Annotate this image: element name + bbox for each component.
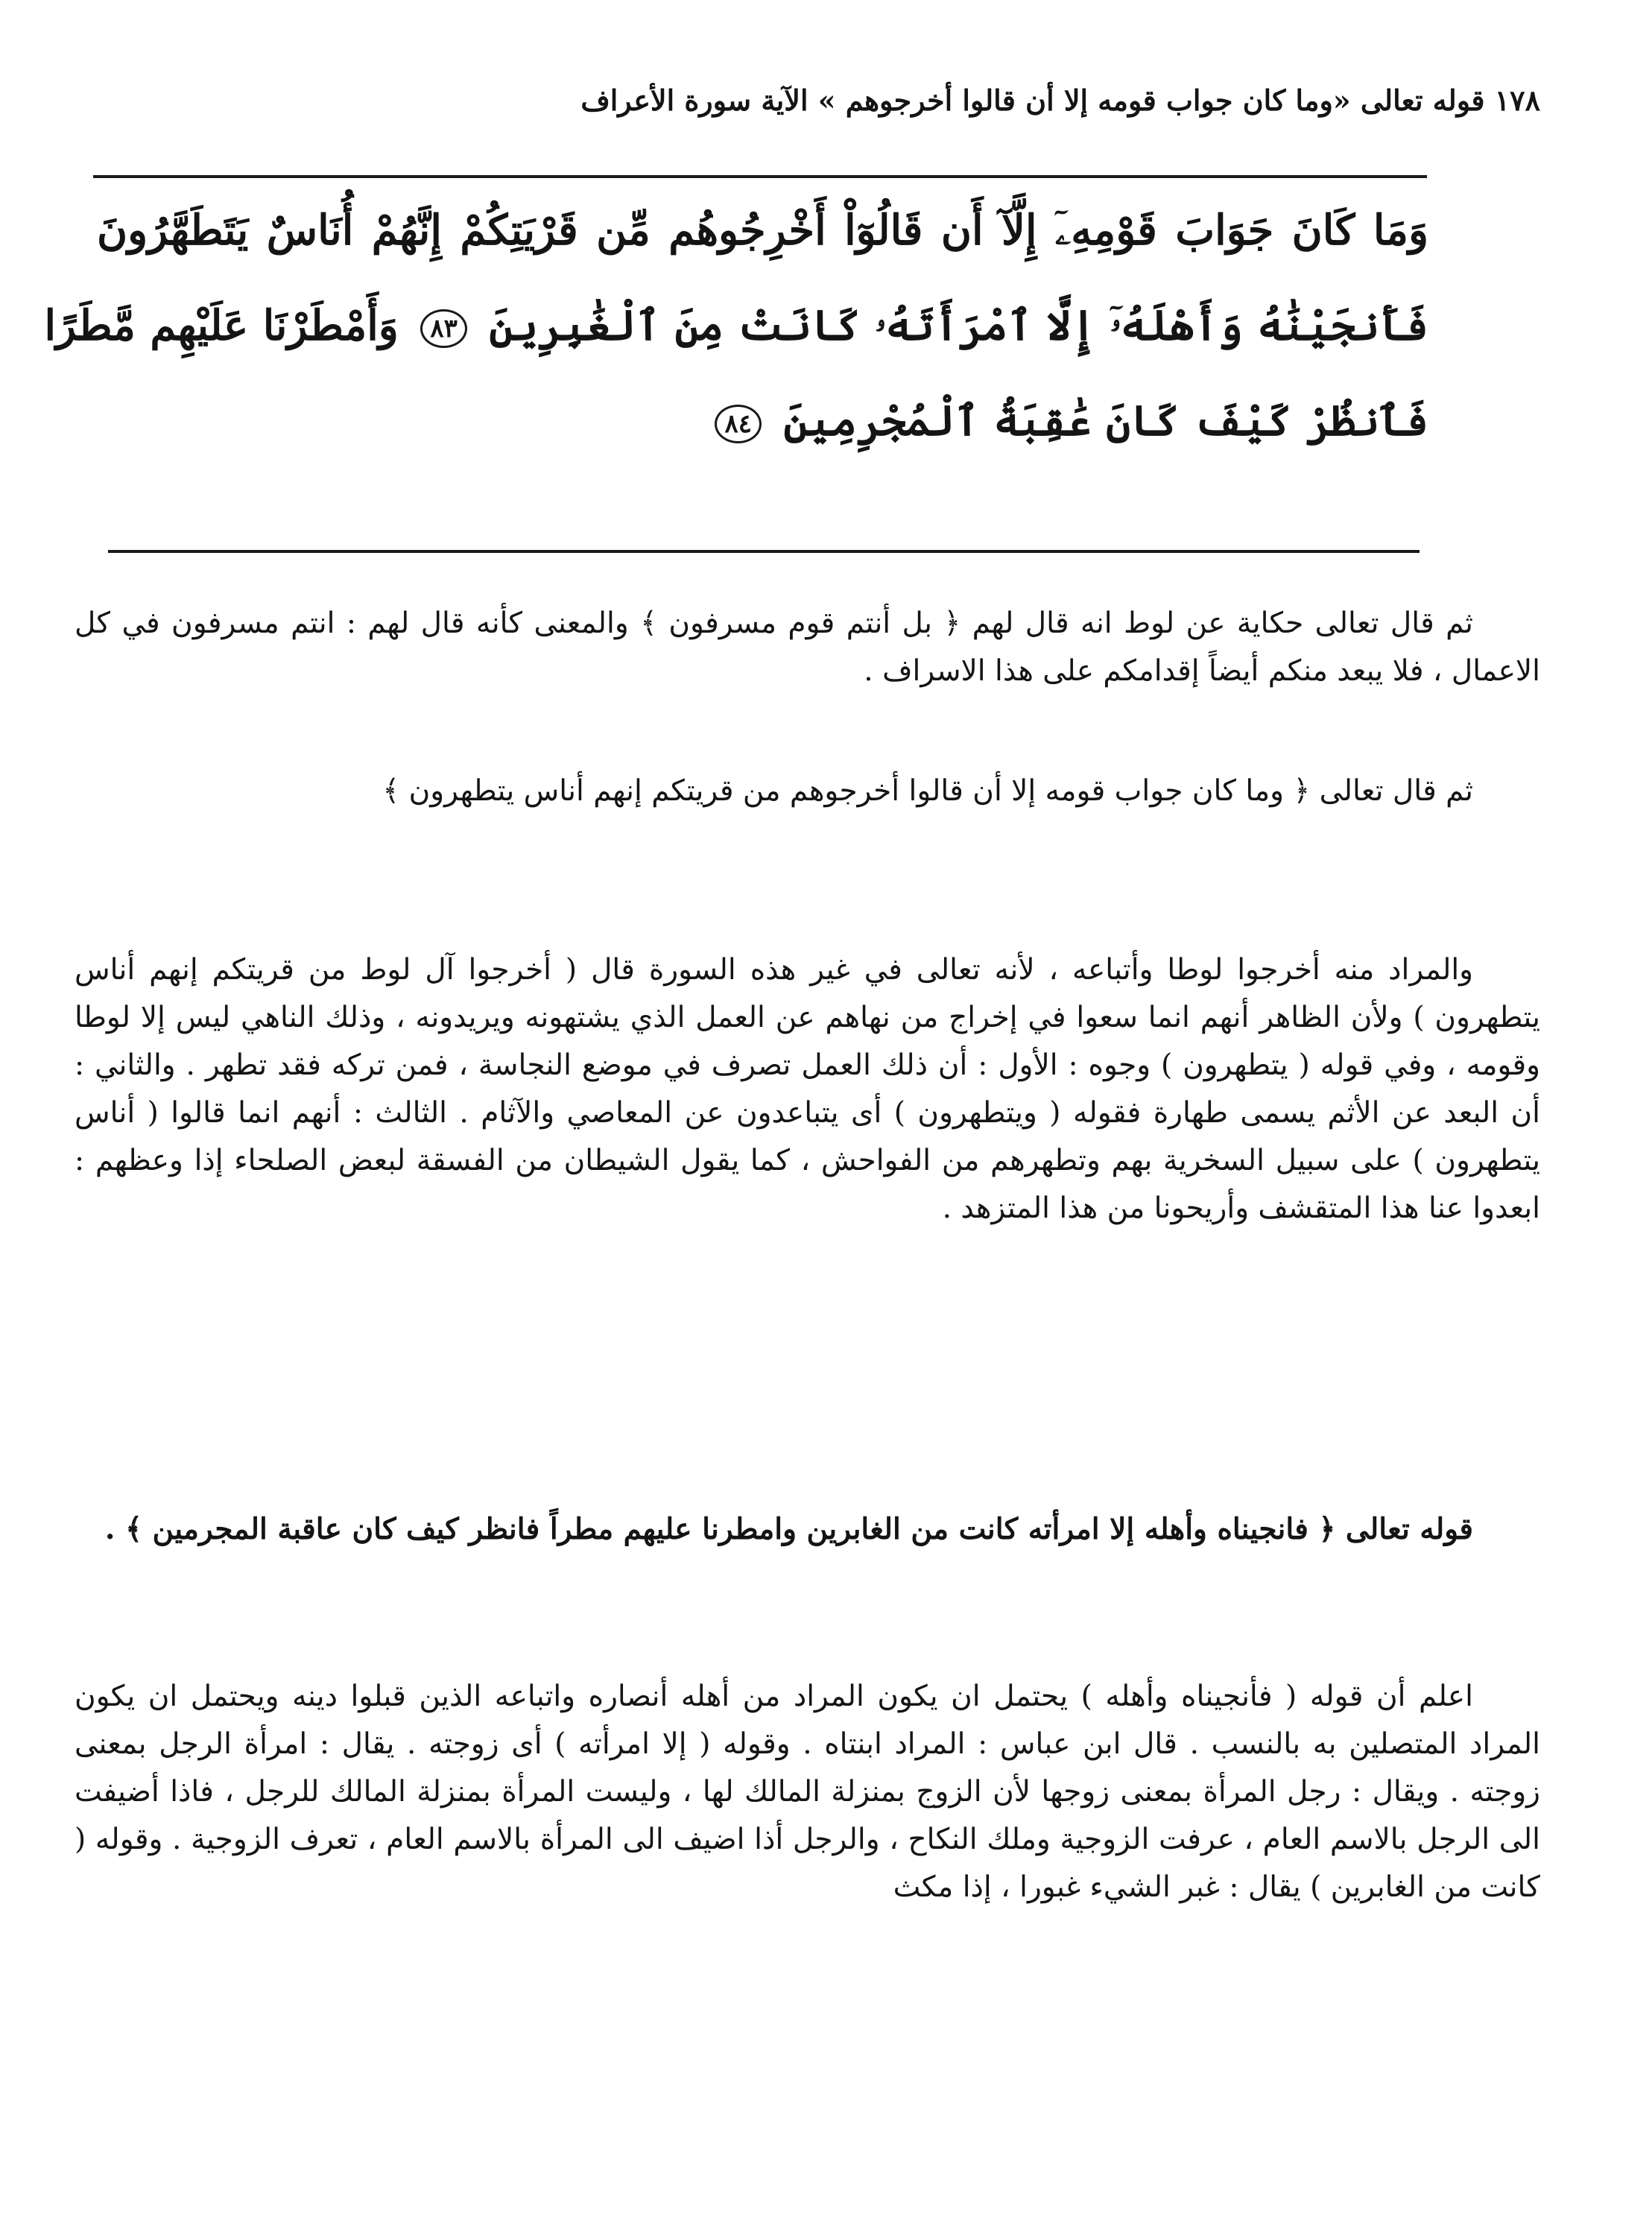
verse-text: فَٱنظُرْ كَيْفَ كَانَ عَٰقِبَةُ ٱلْمُجْرِمِينَ [783,396,1428,446]
verse-line-1: وَمَا كَانَ جَوَابَ قَوْمِهِۦٓ إِلَّآ أَن قَالُوٓاْ أَخْرِجُوهُم مِّن قَرْيَتِكُمْ إِنَّهُمْ أُنَاسٌ يَتَطَهَّرُونَ [97,206,1428,255]
verse-line-3 [97,373,1428,469]
verse-text: وَأَمْطَرْنَا عَلَيْهِم مَّطَرًا [44,301,399,350]
paragraph-text: ثم قال تعالى حكاية عن لوط انه قال لهم ﴿ بل أنتم قوم مسرفون ﴾ والمعنى كأنه قال لهم : انتم مسرفون في كل الاعمال ، فلا يبعد منكم أيضاً إقدامكم على هذا الاسراف . [75,607,1540,688]
quran-verse-block [44,183,1428,469]
top-divider [93,175,1427,178]
paragraph-text: اعلم أن قوله ( فأنجيناه وأهله ) يحتمل ان يكون المراد من أهله أنصاره واتباعه الذين قبلوا دينه ويحتمل ان يكون المراد المتصلين به بالنسب . قال ابن عباس : المراد ابنتاه . وقوله ( إلا امرأته ) أى زوجته . يقال : امرأة الرجل بمعنى زوجته . ويقال : رجل المرأة بمعنى زوجها لأن الزوج بمنزلة المالك لها ، وليست المرأة بمنزلة المالك للرجل ، فاذا أضيفت الى الرجل بالاسم العام ، عرفت الزوجية وملك النكاح ، والرجل أذا اضيف الى المرأة بالاسم العام ، تعرف الزوجية . وقوله ( كانت من الغابرين ) يقال : غبر الشيء غبورا ، إذا مكث [75,1680,1540,1904]
paragraph-text: والمراد منه أخرجوا لوطا وأتباعه ، لأنه تعالى في غير هذه السورة قال ( أخرجوا آل لوط من قريتكم إنهم أناس يتطهرون ) ولأن الظاهر أنهم انما سعوا في إخراج من نهاهم عن العمل الذي يشتهونه ويريدونه ، وذلك الناهي ليس إلا لوطا وقومه ، وفي قوله ( يتطهرون ) وجوه : الأول : أن ذلك العمل تصرف في موضع النجاسة ، فمن تركه فقد تطهر . والثاني : أن البعد عن الأثم يسمى طهارة فقوله ( ويتطهرون ) أى يتباعدون عن المعاصي والآثام . الثالث : أنهم انما قالوا ( أناس يتطهرون ) على سبيل السخرية بهم وتطهرهم من الفواحش ، كما يقول الشيطان من الفسقة لبعض الصلحاء إذا وعظهم : ابعدوا عنا هذا المتقشف وأريحونا من هذا المتزهد . [75,953,1540,1225]
page-header: ١٧٨ قوله تعالى «وما كان جواب قومه إلا أن قالوا أخرجوهم » الآية سورة الأعراف [580,83,1540,117]
verse-line-2 [44,278,1428,373]
paragraph-text: قوله تعالى ﴿ فانجيناه وأهله إلا امرأته كانت من الغابرين وامطرنا عليهم مطراً فانظر كيف كان عاقبة المجرمين ﴾ . [104,1512,1473,1546]
paragraph-text: ثم قال تعالى ﴿ وما كان جواب قومه إلا أن قالوا أخرجوهم من قريتكم إنهم أناس يتطهرون ﴾ [382,774,1473,808]
verse-heading-paragraph [75,1505,1540,1553]
verse-text: فَأَنجَيْنَٰهُ وَأَهْلَهُۥٓ إِلَّا ٱمْرَأَتَهُۥ كَانَتْ مِنَ ٱلْغَٰبِرِينَ [489,301,1428,350]
commentary-paragraph [75,1673,1540,1911]
bottom-divider [108,550,1420,553]
ayah-number-marker: ٨٤ [715,405,762,443]
commentary-paragraph [75,600,1540,695]
ayah-number-marker: ٨٣ [420,309,467,348]
commentary-paragraph [75,768,1540,815]
commentary-paragraph [75,946,1540,1233]
